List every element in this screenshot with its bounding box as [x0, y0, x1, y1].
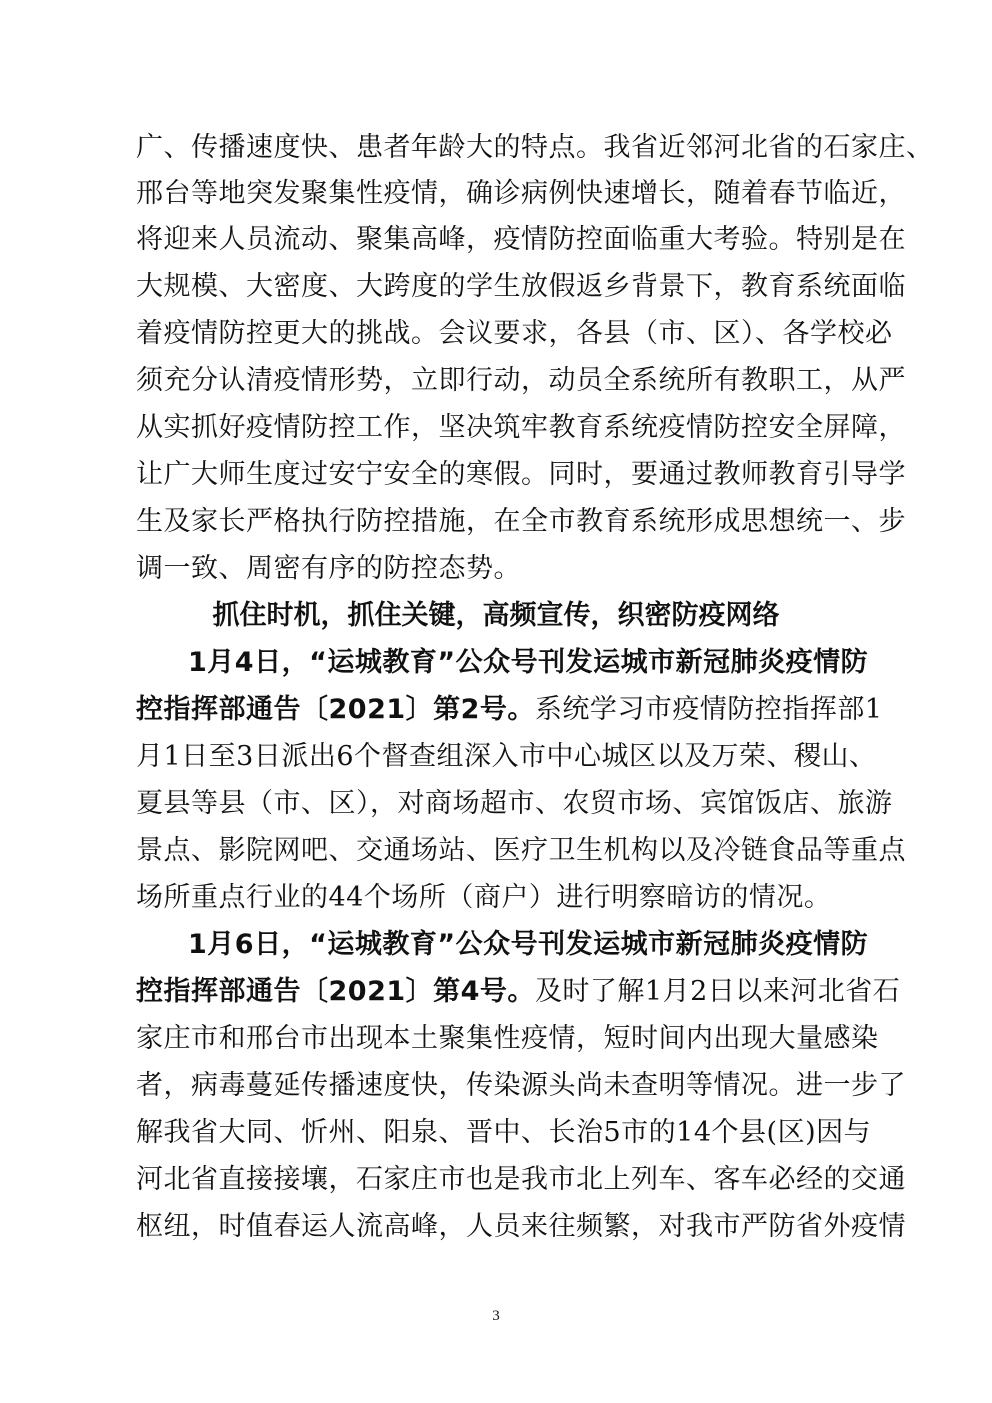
text-line: 从实抓好疫情防控工作，坚决筑牢教育系统疫情防控安全屏障， [136, 412, 906, 443]
text-line: 家庄市和邢台市出现本土聚集性疫情，短时间内出现大量感染 [136, 1023, 879, 1054]
text-line: 大规模、大密度、大跨度的学生放假返乡背景下，教育系统面临 [136, 271, 906, 302]
text-line: 将迎来人员流动、聚集高峰，疫情防控面临重大考验。特别是在 [136, 224, 906, 255]
text-line: 景点、影院网吧、交通场站、医疗卫生机构以及冷链食品等重点 [136, 835, 906, 866]
text-line: 河北省直接接壤，石家庄市也是我市北上列车、客车必经的交通 [136, 1164, 906, 1195]
text-line: 生及家长严格执行防控措施，在全市教育系统形成思想统一、步 [136, 506, 906, 537]
text-line: 解我省大同、忻州、阳泉、晋中、长治5市的14个县(区)因与 [136, 1117, 872, 1148]
text-line: 枢纽，时值春运人流高峰，人员来往频繁，对我市严防省外疫情 [136, 1211, 906, 1242]
text-line [136, 690, 883, 730]
text-line: 须充分认清疫情形势，立即行动，动员全系统所有教职工，从严 [136, 365, 906, 396]
text-span: 系统学习市疫情防控指挥部1 [534, 694, 883, 725]
text-span: 及时了解1月2日以来河北省石 [534, 976, 901, 1007]
text-line: 着疫情防控更大的挑战。会议要求，各县（市、区）、各学校必 [136, 318, 893, 349]
text-line: 调一致、周密有序的防控态势。 [136, 553, 521, 584]
text-line [136, 972, 901, 1012]
bold-text: 控指挥部通告〔2021〕第2号。 [136, 694, 535, 725]
text-line: 让广大师生度过安宁安全的寒假。同时，要通过教师教育引导学 [136, 459, 906, 490]
text-line: 者，病毒蔓延传播速度快，传染源头尚未查明等情况。进一步了 [136, 1070, 906, 1101]
text-line-bold: 1月4日，“运城教育”公众号刊发运城市新冠肺炎疫情防 [188, 647, 869, 678]
text-line: 广、传播速度快、患者年龄大的特点。我省近邻河北省的石家庄、 [136, 132, 934, 163]
text-line: 场所重点行业的44个场所（商户）进行明察暗访的情况。 [136, 882, 832, 913]
section-heading: 抓住时机，抓住关键，高频宣传，织密防疫网络 [212, 600, 780, 631]
text-line: 夏县等县（市、区），对商场超市、农贸市场、宾馆饭店、旅游 [136, 788, 893, 819]
page-number: 3 [492, 1308, 500, 1324]
text-line: 邢台等地突发聚集性疫情，确诊病例快速增长，随着春节临近， [136, 178, 906, 209]
bold-text: 控指挥部通告〔2021〕第4号。 [136, 976, 535, 1007]
text-line-bold: 1月6日，“运城教育”公众号刊发运城市新冠肺炎疫情防 [188, 929, 869, 960]
text-line: 月1日至3日派出6个督查组深入市中心城区以及万荣、稷山、 [136, 741, 877, 772]
